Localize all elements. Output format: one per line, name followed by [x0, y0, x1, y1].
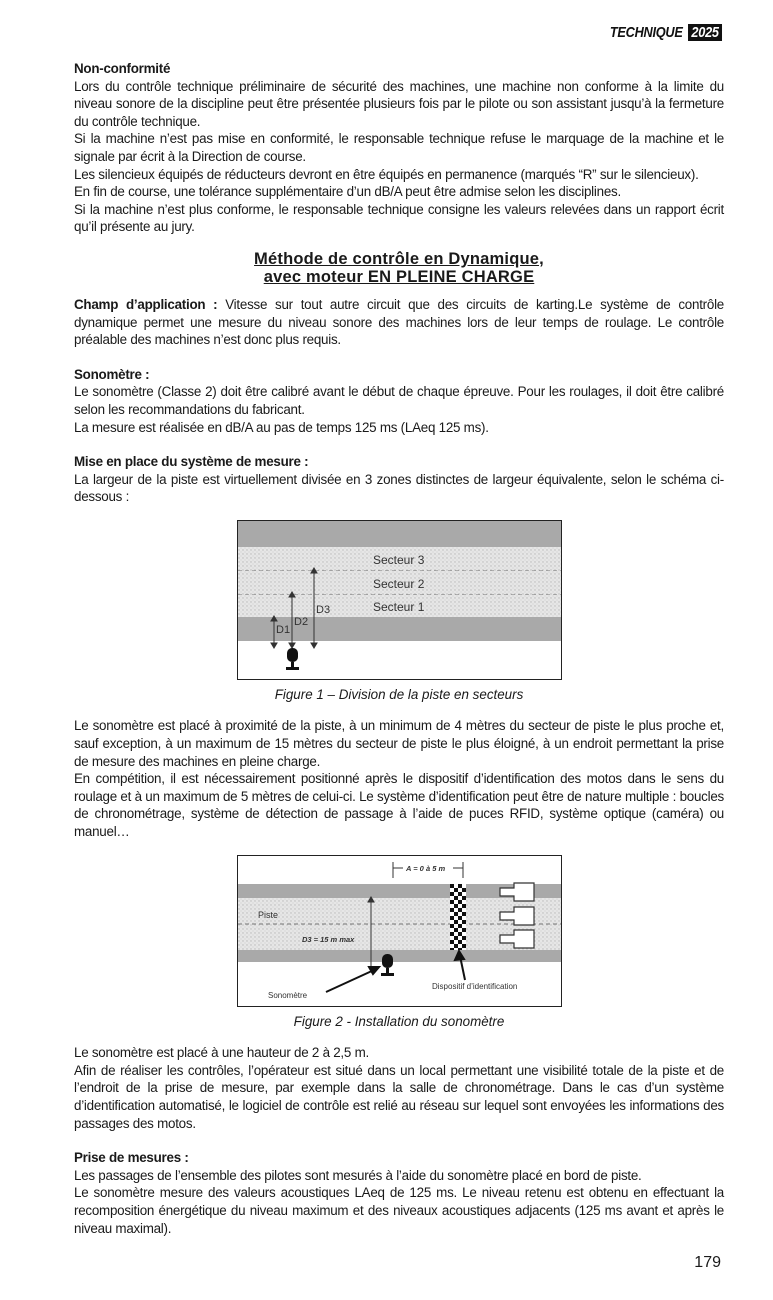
- hauteur-p1: Le sonomètre est placé à une hauteur de 2 à 2,5 m.: [74, 1045, 369, 1061]
- sonometre-p1: Le sonomètre (Classe 2) doit être calibré avant le début de chaque épreuve. Pour les roulages, il doit être calibré selon les recommandations du fabricant.: [74, 384, 724, 417]
- track-border-bottom: [238, 950, 561, 962]
- section-title-line2: avec moteur EN PLEINE CHARGE: [263, 267, 535, 286]
- figure-1: [237, 520, 562, 680]
- label-secteur-3: Secteur 3: [372, 552, 424, 567]
- page-number: 179: [694, 1254, 721, 1271]
- champ-text: Vitesse sur tout autre circuit que des circuits de karting.Le système de contrôle dynamique permet une mesure du niveau sonore des machines lors de leur temps de roulage. Le contrôle préalable des machines n’est donc plus requis.: [74, 296, 724, 348]
- sonometre-title: Sonomètre :: [74, 366, 150, 382]
- figure-2: [237, 855, 562, 1007]
- label-d3: D3 = 15 m max: [301, 934, 354, 944]
- miseenplace-title: Mise en place du système de mesure :: [74, 454, 309, 470]
- label-piste: Piste: [257, 909, 278, 920]
- page-content: [74, 60, 724, 1237]
- nonconformite-p3: Les silencieux équipés de réducteurs devront en être équipés en permanence (marqués “R” sur le silencieux).: [74, 166, 699, 182]
- header-tag: [597, 24, 725, 41]
- nonconformite-p1: Lors du contrôle technique préliminaire de sécurité des machines, une machine non conforme à la limite du niveau sonore de la discipline peut être présentée plusieurs fois par le pilote ou son assistant jusqu’à la fermeture du contrôle technique.: [74, 78, 724, 129]
- nonconformite-p5: Si la machine n’est plus conforme, le responsable technique consigne les valeurs relevées dans un rapport écrit qu’il présente au jury.: [74, 201, 724, 235]
- prise-p2: Le sonomètre mesure des valeurs acoustiques LAeq de 125 ms. Le niveau retenu est obtenu en effectuant la recomposition énergétique du niveau maximum et des niveaux acoustiques adjacents (125 ms avant et après le niveau maximal).: [74, 1185, 724, 1236]
- direction-arrows: [500, 883, 534, 948]
- section-title: [74, 250, 724, 286]
- label-dispositif: Dispositif d’identification: [431, 981, 517, 991]
- champ-paragraph: [74, 296, 724, 349]
- microphone-icon: [286, 648, 299, 670]
- section-title-line1: Méthode de contrôle en Dynamique,: [254, 249, 544, 268]
- sonometre-p2: La mesure est réalisée en dB/A au pas de temps 125 ms (LAeq 125 ms).: [74, 419, 489, 435]
- track-border-top: [238, 521, 561, 547]
- header-year: 2025: [688, 24, 722, 41]
- nonconformite-title: Non-conformité: [74, 61, 171, 76]
- label-a-range: A = 0 à 5 m: [405, 863, 445, 873]
- label-secteur-1: Secteur 1: [372, 599, 424, 614]
- label-d2: D2: [293, 615, 308, 628]
- label-d1: D1: [275, 623, 290, 636]
- label-sonometre: Sonomètre: [267, 990, 307, 1000]
- figure-2-diagram: [238, 856, 561, 1006]
- label-d3: D3: [315, 603, 330, 616]
- identification-line: [450, 884, 466, 950]
- miseenplace-p1: La largeur de la piste est virtuellement divisée en 3 zones distinctes de largeur équivalente, selon le schéma ci-dessous :: [74, 471, 724, 505]
- placement-p1: Le sonomètre est placé à proximité de la piste, à un minimum de 4 mètres du secteur de piste le plus proche et, sauf exception, à un maximum de 15 mètres du secteur de piste le plus éloigné, à un endroit permettant la prise de mesure des machines en pleine charge.: [74, 718, 724, 769]
- prise-title: Prise de mesures :: [74, 1150, 189, 1166]
- nonconformite-p4: En fin de course, une tolérance supplémentaire d’un dB/A peut être admise selon les disciplines.: [74, 184, 621, 200]
- prise-p1: Les passages de l’ensemble des pilotes sont mesurés à l’aide du sonomètre placé en bord de piste.: [74, 1167, 642, 1183]
- champ-label: Champ d’application :: [74, 296, 218, 312]
- figure-2-caption: Figure 2 - Installation du sonomètre: [293, 1013, 505, 1029]
- figure-1-diagram: [238, 521, 561, 679]
- nonconformite-p2: Si la machine n’est pas mise en conformité, le responsable technique refuse le marquage de la machine et le signale par écrit à la Direction de course.: [74, 131, 724, 164]
- placement-p2: En compétition, il est nécessairement positionné après le dispositif d’identification des motos dans le sens du roulage et à un maximum de 5 mètres de celui-ci. Le système d’identification peut être de nature multiple : boucles de chronométrage, système de détection de passage à l’aide de puces RFID, système optique (caméra) ou manuel…: [74, 771, 724, 840]
- figure-1-caption: Figure 1 – Division de la piste en secteurs: [274, 686, 524, 702]
- label-secteur-2: Secteur 2: [372, 576, 424, 591]
- hauteur-p2: Afin de réaliser les contrôles, l’opérateur est situé dans un local permettant une visibilité totale de la piste et de l’endroit de la prise de mesure, par exemple dans la salle de chronométrage. Dans le cas d’un système d’identification automatisé, le logiciel de contrôle est relié au réseau sur lequel sont envoyées les informations des passages des motos.: [74, 1062, 724, 1131]
- header-word: TECHNIQUE: [610, 24, 683, 41]
- microphone-icon: [381, 954, 394, 976]
